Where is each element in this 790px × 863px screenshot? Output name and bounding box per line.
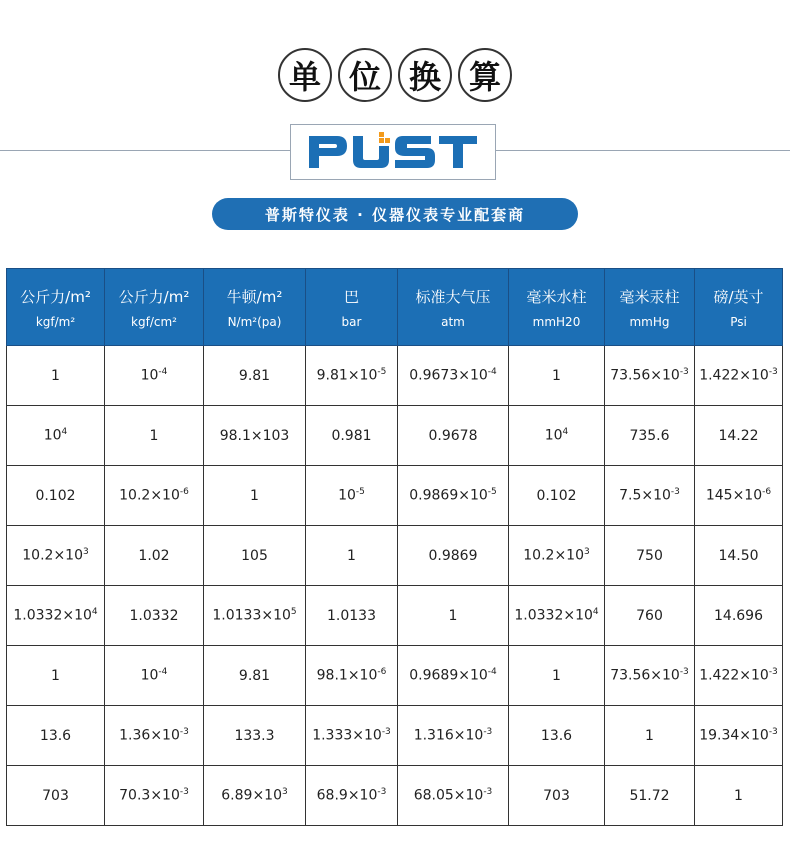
cell-value: 1.0332×10	[514, 607, 593, 624]
cell-value: 0.981	[331, 427, 372, 444]
cell-value: 14.696	[714, 607, 763, 624]
column-header	[7, 269, 105, 346]
table-cell	[306, 766, 398, 826]
cell-value: 1.0133×10	[212, 607, 291, 624]
cell-value: 14.22	[718, 427, 759, 444]
page-title	[0, 48, 790, 102]
column-header-unit: bar	[341, 314, 362, 329]
table-row	[7, 526, 783, 586]
cell-value: 1	[552, 667, 561, 684]
table-cell	[204, 766, 306, 826]
title-char: 位	[338, 48, 392, 102]
column-header-unit: atm	[441, 314, 465, 329]
cell-value: 10.2×10	[22, 547, 83, 564]
table-cell	[7, 646, 105, 706]
table-cell	[204, 466, 306, 526]
table-cell	[306, 526, 398, 586]
cell-value: 9.81	[238, 367, 271, 384]
table-cell	[605, 466, 695, 526]
cell-exponent: -4	[487, 367, 497, 378]
title-char: 单	[278, 48, 332, 102]
cell-exponent: -5	[377, 367, 387, 378]
cell-value: 10	[140, 367, 159, 384]
cell-value: 68.9×10	[316, 787, 378, 804]
cell-value: 1	[448, 607, 458, 624]
table-cell	[204, 526, 306, 586]
cell-value: 98.1×10	[316, 667, 378, 684]
cell-value: 7.5×10	[619, 487, 671, 504]
table-cell	[204, 586, 306, 646]
cell-exponent: -3	[179, 787, 189, 798]
table-cell	[695, 586, 783, 646]
table-cell	[398, 466, 509, 526]
cell-value: 1.422×10	[699, 667, 769, 684]
table-cell	[7, 766, 105, 826]
column-header-unit: kgf/cm²	[131, 314, 177, 329]
cell-value: 760	[636, 607, 663, 624]
cell-value: 1	[51, 667, 60, 684]
column-header-cn: 公斤力/m²	[20, 287, 91, 306]
table-cell	[695, 466, 783, 526]
brand-logo	[290, 124, 496, 180]
cell-value: 0.9673×10	[409, 367, 488, 384]
cell-value: 10	[544, 427, 563, 444]
cell-exponent: -3	[179, 727, 189, 738]
cell-value: 1	[250, 487, 259, 504]
divider-left	[0, 150, 290, 151]
column-header-cn: 牛顿/m²	[226, 287, 283, 306]
table-cell	[204, 406, 306, 466]
table-cell	[7, 346, 105, 406]
table-cell	[306, 586, 398, 646]
cell-exponent: -3	[768, 367, 778, 378]
cell-exponent: -3	[768, 727, 778, 738]
cell-value: 1.422×10	[699, 367, 769, 384]
table-cell	[105, 706, 204, 766]
cell-value: 73.56×10	[610, 367, 680, 384]
column-header-unit: mmHg	[629, 314, 670, 329]
cell-value: 0.102	[536, 487, 577, 504]
table-cell	[605, 646, 695, 706]
cell-value: 1	[51, 367, 60, 384]
column-header-unit: Psi	[730, 314, 747, 329]
table-cell	[509, 646, 605, 706]
table-cell	[398, 766, 509, 826]
column-header	[695, 269, 783, 346]
column-header-cn: 标准大气压	[415, 287, 491, 306]
table-cell	[509, 466, 605, 526]
cell-exponent: -3	[768, 667, 778, 678]
cell-value: 73.56×10	[610, 667, 680, 684]
cell-value: 1.36×10	[119, 727, 180, 744]
cell-exponent: -6	[179, 487, 189, 498]
column-header-cn: 毫米水柱	[526, 287, 587, 306]
cell-value: 0.9869×10	[409, 487, 488, 504]
table-cell	[306, 346, 398, 406]
cell-exponent: 5	[290, 607, 297, 618]
cell-value: 1	[347, 547, 356, 564]
cell-value: 1.0332	[129, 607, 179, 624]
column-header-cn: 巴	[343, 287, 359, 306]
cell-value: 9.81	[238, 667, 271, 684]
cell-exponent: -3	[377, 787, 387, 798]
table-row	[7, 766, 783, 826]
table-cell	[398, 646, 509, 706]
table-cell	[695, 526, 783, 586]
cell-value: 703	[42, 787, 69, 804]
table-cell	[105, 646, 204, 706]
cell-exponent: -3	[679, 667, 689, 678]
cell-exponent: -6	[377, 667, 387, 678]
table-cell	[105, 766, 204, 826]
cell-value: 1.333×10	[312, 727, 382, 744]
table-cell	[306, 466, 398, 526]
divider-right	[496, 150, 790, 151]
cell-value: 750	[636, 547, 663, 564]
cell-value: 10.2×10	[523, 547, 584, 564]
cell-value: 10.2×10	[119, 487, 180, 504]
cell-value: 735.6	[629, 427, 670, 444]
table-cell	[398, 526, 509, 586]
cell-exponent: 4	[61, 427, 68, 438]
table-cell	[306, 706, 398, 766]
cell-value: 1	[645, 727, 654, 744]
cell-value: 98.1×103	[219, 427, 290, 444]
table-cell	[398, 706, 509, 766]
cell-value: 10	[338, 487, 356, 504]
column-header-unit: mmH20	[532, 314, 581, 329]
table-cell	[398, 346, 509, 406]
cell-value: 0.9689×10	[409, 667, 488, 684]
cell-exponent: 3	[281, 787, 288, 798]
table-cell	[509, 406, 605, 466]
cell-value: 51.72	[629, 787, 670, 804]
table-cell	[105, 466, 204, 526]
column-header	[509, 269, 605, 346]
column-header	[105, 269, 204, 346]
table-cell	[695, 766, 783, 826]
column-header	[306, 269, 398, 346]
title-char: 换	[398, 48, 452, 102]
table-body	[7, 346, 783, 826]
column-header	[398, 269, 509, 346]
table-cell	[695, 706, 783, 766]
cell-value: 1.0332×10	[13, 607, 92, 624]
title-char: 算	[458, 48, 512, 102]
cell-value: 105	[241, 547, 268, 564]
table-cell	[7, 526, 105, 586]
column-header	[605, 269, 695, 346]
table-row	[7, 466, 783, 526]
table-cell	[695, 406, 783, 466]
cell-exponent: 4	[592, 607, 599, 618]
table-row	[7, 586, 783, 646]
column-header-unit: kgf/m²	[35, 314, 76, 329]
cell-value: 10	[43, 427, 62, 444]
table-cell	[306, 646, 398, 706]
cell-value: 19.34×10	[699, 727, 769, 744]
table-cell	[398, 586, 509, 646]
cell-value: 0.9869	[428, 547, 478, 564]
cell-exponent: -4	[158, 667, 168, 678]
cell-value: 1.316×10	[413, 727, 484, 744]
table-cell	[204, 706, 306, 766]
cell-exponent: 4	[562, 427, 569, 438]
cell-value: 1	[149, 427, 159, 444]
column-header-unit: N/m²(pa)	[227, 314, 282, 329]
table-cell	[605, 346, 695, 406]
cell-exponent: -6	[762, 487, 772, 498]
cell-exponent: 3	[82, 547, 89, 558]
cell-value: 68.05×10	[413, 787, 484, 804]
table-cell	[605, 766, 695, 826]
cell-exponent: 3	[583, 547, 590, 558]
table-cell	[605, 526, 695, 586]
cell-value: 0.9678	[428, 427, 478, 444]
table-cell	[204, 646, 306, 706]
cell-exponent: -5	[355, 487, 365, 498]
table-cell	[105, 526, 204, 586]
table-cell	[105, 346, 204, 406]
table-header-row	[7, 269, 783, 346]
cell-value: 1	[552, 367, 561, 384]
column-header-cn: 毫米汞柱	[619, 287, 680, 306]
cell-exponent: 4	[91, 607, 98, 618]
cell-value: 1.02	[138, 547, 170, 564]
cell-exponent: -5	[487, 487, 497, 498]
table-cell	[509, 706, 605, 766]
table-row	[7, 706, 783, 766]
cell-value: 133.3	[234, 727, 275, 744]
table-cell	[695, 346, 783, 406]
table-cell	[306, 406, 398, 466]
table-cell	[398, 406, 509, 466]
cell-value: 0.102	[35, 487, 76, 504]
cell-value: 9.81×10	[316, 367, 378, 384]
table-cell	[509, 346, 605, 406]
pust-logo-icon	[303, 130, 483, 174]
table-cell	[509, 526, 605, 586]
cell-value: 13.6	[540, 727, 573, 744]
cell-value: 1.0133	[327, 607, 376, 624]
cell-value: 1	[734, 787, 743, 804]
table-row	[7, 346, 783, 406]
cell-value: 70.3×10	[119, 787, 180, 804]
table-cell	[695, 646, 783, 706]
cell-exponent: -3	[483, 727, 493, 738]
cell-exponent: -4	[487, 667, 497, 678]
table-cell	[605, 406, 695, 466]
cell-value: 10	[140, 667, 159, 684]
table-cell	[105, 406, 204, 466]
cell-exponent: -3	[679, 367, 689, 378]
column-header-cn: 公斤力/m²	[118, 287, 190, 306]
table-cell	[7, 706, 105, 766]
cell-exponent: -3	[483, 787, 493, 798]
table-cell	[7, 586, 105, 646]
column-header	[204, 269, 306, 346]
column-header-cn: 磅/英寸	[713, 287, 764, 306]
table-cell	[204, 346, 306, 406]
table-cell	[605, 586, 695, 646]
table-row	[7, 406, 783, 466]
table-cell	[7, 466, 105, 526]
table-cell	[605, 706, 695, 766]
cell-value: 145×10	[705, 487, 763, 504]
table-cell	[509, 766, 605, 826]
cell-exponent: -3	[381, 727, 391, 738]
cell-exponent: -4	[158, 367, 168, 378]
table-cell	[509, 586, 605, 646]
cell-value: 13.6	[39, 727, 72, 744]
slogan-banner: 普斯特仪表 · 仪器仪表专业配套商	[212, 198, 578, 230]
cell-exponent: -3	[670, 487, 680, 498]
cell-value: 6.89×10	[221, 787, 282, 804]
table-row	[7, 646, 783, 706]
cell-value: 14.50	[718, 547, 759, 564]
unit-conversion-table	[6, 268, 783, 826]
table-cell	[105, 586, 204, 646]
cell-value: 703	[543, 787, 570, 804]
table-cell	[7, 406, 105, 466]
